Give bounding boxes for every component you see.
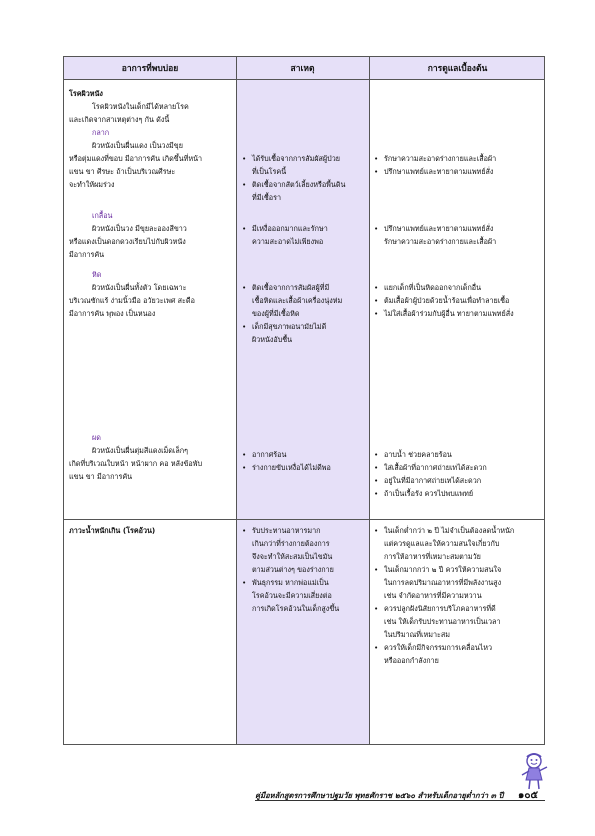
- bullet-icon: •: [374, 526, 379, 535]
- symptom-text: จะทำให้ผมร่วง: [69, 180, 115, 189]
- care-text: ควรให้เด็กมีกิจกรรมการเคลื่อนไหว: [384, 643, 493, 652]
- bullet-icon: •: [374, 309, 379, 318]
- header-symptoms: อาการที่พบบ่อย: [121, 64, 179, 74]
- symptom-text: แขน ขา ศีรษะ ถ้าเป็นบริเวณศีรษะ: [69, 167, 176, 176]
- care-text: ปรึกษาแพทย์และทายาตามแพทย์สั่ง: [384, 224, 494, 233]
- care-text: ควรปลูกฝังนิสัยการบริโภคอาหารที่ดี: [384, 604, 496, 613]
- symptom-text: เกิดที่บริเวณใบหน้า หน้าผาก คอ หลังข้อพับ: [69, 459, 203, 468]
- bullet-icon: •: [242, 180, 247, 189]
- symptom-text: มีอาการคัน พุพอง เป็นหนอง: [69, 309, 156, 318]
- care-text: หรือออกกำลังกาย: [384, 656, 439, 665]
- footer-rule: [255, 800, 545, 801]
- bullet-icon: •: [374, 643, 379, 652]
- care-text: ถ้าเป็นเรื้อรัง ควรไปพบแพทย์: [384, 489, 474, 498]
- symptom-text: ผิวหนังเป็นผื่นทั้งตัว โดยเฉพาะ: [92, 283, 187, 292]
- bullet-icon: •: [374, 476, 379, 485]
- subsection-glak: กลาก: [92, 128, 110, 137]
- care-text: ในเด็กต่ำกว่า ๒ ปี ไม่จำเป็นต้องลดน้ำหนัก: [384, 526, 515, 535]
- bullet-icon: •: [374, 167, 379, 176]
- care-table: [63, 56, 545, 745]
- page-number: ๑๐๕: [518, 790, 539, 801]
- symptom-text: หรือแดงเป็นดอกดวงเรียบไปกับผิวหนัง: [69, 237, 186, 246]
- subsection-hit: หิด: [92, 270, 102, 279]
- bullet-icon: •: [374, 283, 379, 292]
- symptom-text: บริเวณซักแร้ ง่ามนิ้วมือ อวัยวะเพศ สะดือ: [69, 296, 195, 305]
- cause-text: ตามส่วนต่างๆ ของร่างกาย: [252, 565, 334, 574]
- cause-text: ติดเชื้อจากการสัมผัสผู้ที่มี: [252, 283, 330, 292]
- column-divider: [236, 57, 237, 744]
- cause-text: มีเหงื่อออกมากและรักษา: [252, 224, 328, 233]
- subsection-gleun: เกลื้อน: [92, 211, 113, 220]
- row-divider: [64, 519, 544, 520]
- bullet-icon: •: [242, 224, 247, 233]
- cause-text: ที่มีเชื้อรา: [252, 193, 282, 202]
- care-text: ในการลดปริมาณอาหารที่มีพลังงานสูง: [384, 578, 502, 587]
- cause-text: ได้รับเชื้อจากการสัมผัสผู้ป่วย: [252, 154, 340, 163]
- care-text: ต้มเสื้อผ้าผู้ป่วยด้วยน้ำร้อนเพื่อทำลายเชื้อ: [384, 296, 510, 305]
- cause-text: ของผู้ที่มีเชื้อหิด: [252, 309, 300, 318]
- skin-intro: และเกิดจากสาเหตุต่างๆ กัน ดังนี้: [69, 115, 170, 124]
- symptom-text: แขน ขา มีอาการคัน: [69, 472, 133, 481]
- cause-text: พันธุกรรม หากพ่อแม่เป็น: [252, 578, 329, 587]
- cause-text: อากาศร้อน: [252, 450, 287, 459]
- symptom-text: หรือตุ่มแดงที่ขอบ มีอาการคัน เกิดขึ้นที่หน้า: [69, 154, 203, 163]
- obesity-title: ภาวะน้ำหนักเกิน (โรคอ้วน): [69, 526, 156, 535]
- care-text: รักษาความสะอาดร่างกายและเสื้อผ้า: [384, 154, 497, 163]
- care-text: ไม่ใส่เสื้อผ้าร่วมกับผู้อื่น ทายาตามแพทย์สั่ง: [384, 309, 514, 318]
- care-text: ใส่เสื้อผ้าที่อากาศถ่ายเทได้สะดวก: [384, 463, 487, 472]
- column-divider: [369, 57, 370, 744]
- bullet-icon: •: [374, 489, 379, 498]
- cause-text: การเกิดโรคอ้วนในเด็กสูงขึ้น: [252, 604, 340, 613]
- bullet-icon: •: [374, 463, 379, 472]
- care-text: รักษาความสะอาดร่างกายและเสื้อผ้า: [384, 237, 497, 246]
- cause-text: เชื้อหิดและเสื้อผ้าเครื่องนุ่งห่ม: [252, 296, 343, 305]
- bullet-icon: •: [242, 450, 247, 459]
- bullet-icon: •: [242, 526, 247, 535]
- skin-title: โรคผิวหนัง: [69, 89, 103, 98]
- bullet-icon: •: [374, 224, 379, 233]
- bullet-icon: •: [242, 283, 247, 292]
- header-care: การดูแลเบื้องต้น: [427, 64, 488, 74]
- bullet-icon: •: [242, 154, 247, 163]
- cause-text: เด็กมีสุขภาพอนามัยไม่ดี: [252, 322, 327, 331]
- care-text: การให้อาหารที่เหมาะสมตามวัย: [384, 552, 481, 561]
- bullet-icon: •: [374, 296, 379, 305]
- care-text: เช่น จำกัดอาหารที่มีความหวาน: [384, 591, 482, 600]
- cause-text: จึงจะทำให้สะสมเป็นไขมัน: [252, 552, 333, 561]
- symptom-text: ผิวหนังเป็นผื่นตุ่มสีแดงเม็ดเล็กๆ: [92, 446, 189, 455]
- symptom-text: ผิวหนังเป็นผื่นแดง เป็นวงมีขุย: [92, 141, 183, 150]
- cause-text: เกินกว่าที่ร่างกายต้องการ: [252, 539, 330, 548]
- bullet-icon: •: [242, 578, 247, 587]
- symptom-text: มีอาการคัน: [69, 250, 105, 259]
- care-text: อยู่ในที่มีอากาศถ่ายเทได้สะดวก: [384, 476, 482, 485]
- subsection-pod: ผด: [92, 433, 101, 442]
- care-text: แยกเด็กที่เป็นหิดออกจากเด็กอื่น: [384, 283, 482, 292]
- care-text: ในปริมาณที่เหมาะสม: [384, 630, 450, 639]
- bullet-icon: •: [242, 463, 247, 472]
- skin-intro: โรคผิวหนังในเด็กมีได้หลายโรค: [92, 102, 189, 111]
- care-text: เช่น ให้เด็กรับประทานอาหารเป็นเวลา: [384, 617, 501, 626]
- symptom-text: ผิวหนังเป็นวง มีขุยละอองสีขาว: [92, 224, 187, 233]
- cause-text: ร่างกายขับเหงื่อได้ไม่ดีพอ: [252, 463, 331, 472]
- bullet-icon: •: [242, 322, 247, 331]
- cause-text: ความสะอาดไม่เพียงพอ: [252, 237, 324, 246]
- cause-text: ผิวหนังอับชื้น: [252, 335, 293, 344]
- footer-text: คู่มือหลักสูตรการศึกษาปฐมวัย พุทธศักราช ๒๕๖๐ สำหรับเด็กอายุต่ำกว่า ๓ ปี: [255, 791, 504, 800]
- care-text: แต่ควรดูแลและให้ความสนใจเกี่ยวกับ: [384, 539, 500, 548]
- cause-text: ที่เป็นโรคนี้: [252, 167, 287, 176]
- cause-text: โรคอ้วนจะมีความเสี่ยงต่อ: [252, 591, 332, 600]
- bullet-icon: •: [374, 565, 379, 574]
- header-cause: สาเหตุ: [290, 64, 315, 74]
- care-text: ปรึกษาแพทย์และทายาตามแพทย์สั่ง: [384, 167, 494, 176]
- bullet-icon: •: [374, 450, 379, 459]
- bullet-icon: •: [374, 154, 379, 163]
- cause-text: รับประทานอาหารมาก: [252, 526, 321, 535]
- bullet-icon: •: [374, 604, 379, 613]
- care-text: อาบน้ำ ช่วยคลายร้อน: [384, 450, 452, 459]
- care-text: ในเด็กมากกว่า ๒ ปี ควรให้ความสนใจ: [384, 565, 502, 574]
- cause-text: ติดเชื้อจากสัตว์เลี้ยงหรือพื้นดิน: [252, 180, 346, 189]
- child-mascot-icon: [520, 752, 550, 792]
